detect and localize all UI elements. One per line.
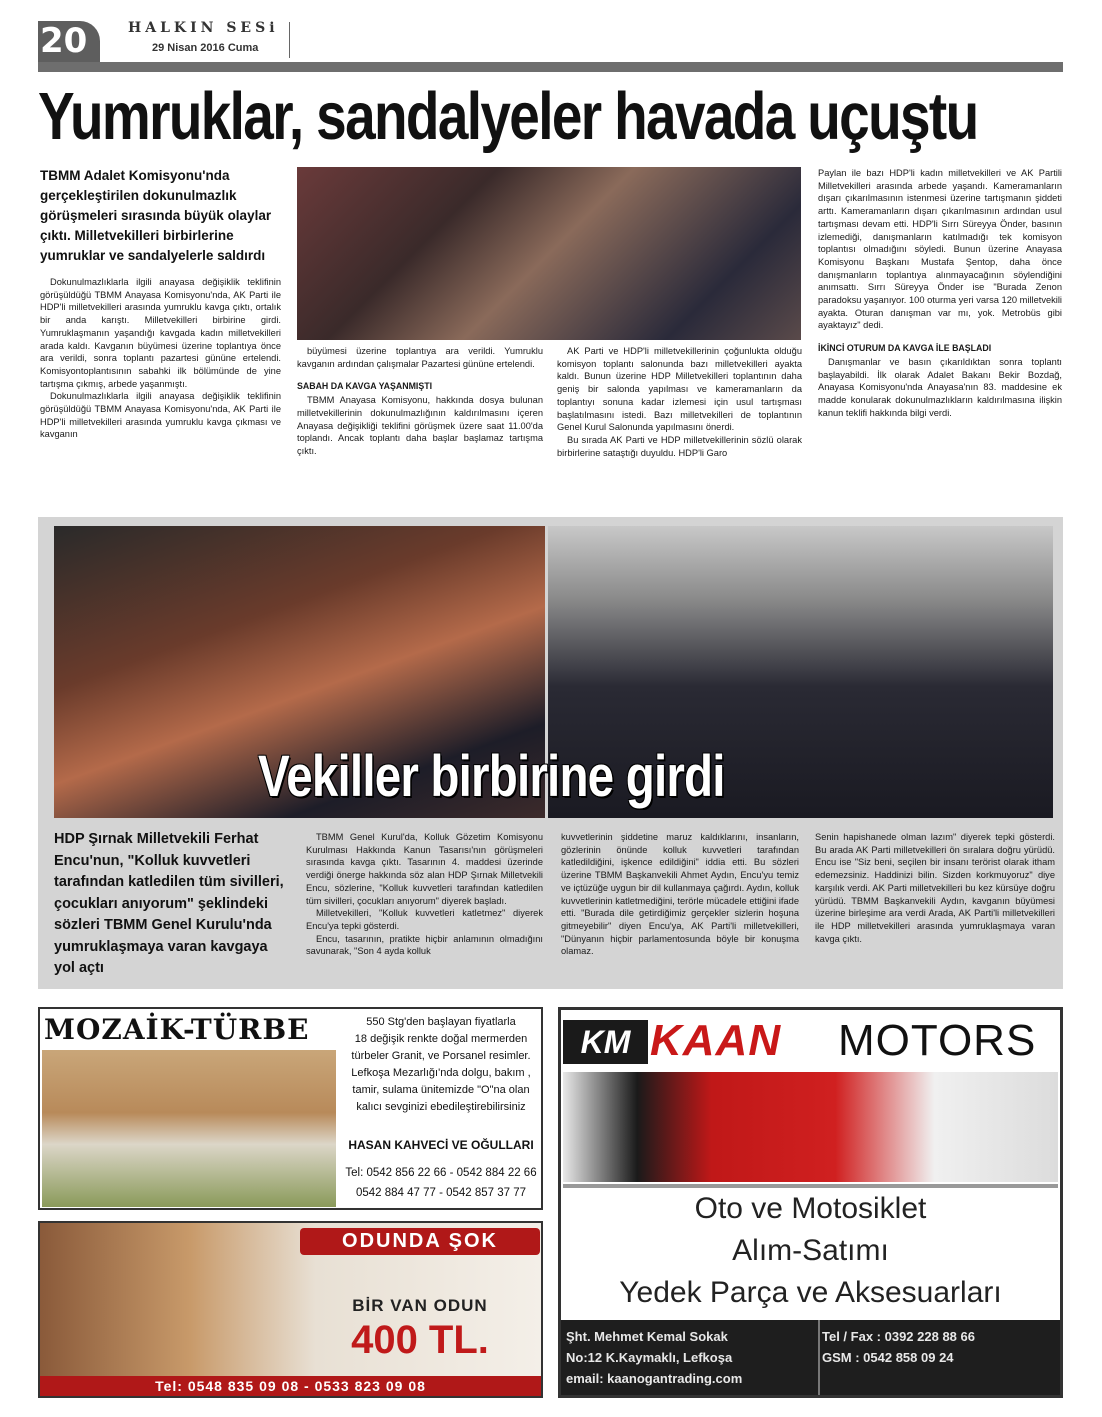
story1-col1-p2: Dokunulmazlıklarla ilgili anayasa değişiklik teklifinin görüşüldüğü TBMM Anayasa Komisyonu'nda, AK Parti ile HDP'li milletvekilleri arasında yumruklu kavga çıkması ve kavganın bbox=[40, 391, 281, 440]
ad-mozaik-phones bbox=[345, 1163, 537, 1203]
story2-col2 bbox=[306, 831, 543, 958]
story1-photo bbox=[297, 167, 801, 340]
story2-col2-p2: Milletvekilleri, "Kolluk kuvvetleri katletmez" diyerek Encu'ya tepki gösterdi. bbox=[306, 908, 543, 931]
ad-kaan-line1: Oto ve Motosiklet bbox=[694, 1192, 927, 1225]
story2-col2-p3: Encu, tasarının, pratikte hiçbir anlamının olmadığını savunarak, "Son 4 ayda kolluk bbox=[306, 933, 543, 957]
header-divider bbox=[289, 22, 290, 58]
ad-mozaik-firm: HASAN KAHVECİ VE OĞULLARI bbox=[348, 1138, 534, 1152]
story1-col4 bbox=[818, 167, 1062, 419]
ad-kaan-line2: Alım-Satımı bbox=[732, 1234, 889, 1267]
ad-mozaik-tel1: Tel: 0542 856 22 66 - 0542 884 22 66 bbox=[345, 1167, 537, 1179]
story2-lead: HDP Şırnak Milletvekili Ferhat Encu'nun, "Kolluk kuvvetleri tarafından katledilen tüm sivilleri, çocukları anıyorum" şeklindeki sözleri TBMM Genel Kurulu'nda yumruklaşmaya varan kavgaya yol açtı bbox=[54, 831, 284, 976]
story1-col2-p2: TBMM Anayasa Komisyonu, hakkında dosya bulunan milletvekillerinin dokunulmazlığının kaldırılmasını içeren Anayasa değişikliği teklifini görüşmek üzere saat 11.00'da toplandı. Ancak toplantı daha başlar başlamaz tartışma çıktı. bbox=[297, 395, 543, 456]
ad-kaan-phones bbox=[822, 1326, 1057, 1368]
ad-mozaik-text bbox=[345, 1014, 537, 1116]
ad-odun-line: BİR VAN ODUN bbox=[352, 1296, 488, 1315]
header-bar bbox=[38, 62, 1063, 72]
ad-mozaik-photo bbox=[42, 1050, 336, 1207]
newspaper-name: HALKIN SESi bbox=[128, 20, 279, 36]
story1-col3 bbox=[557, 345, 802, 459]
issue-date: 29 Nisan 2016 Cuma bbox=[152, 42, 259, 54]
ad-odun-price: 400 TL. bbox=[351, 1318, 489, 1362]
ad-kaan-tel1: Tel / Fax : 0392 228 88 66 bbox=[822, 1329, 975, 1344]
story2-col4-p1: Senin hapishanede olman lazım" diyerek tepki gösterdi. Bu arada AK Parti milletvekilleri ön sıralara doğru yürüdü. Encu ise "Siz beni, seçilen bir insanı terörist olarak itham edemezsiniz. Haddinizi bilin. Sizden korkmuyoruz" diye karşılık verdi. AK Parti milletvekilleri bu kez kürsüye doğru yürüdü. TBMM Başkanvekili Aydın, kavganın büyümesi üzerine birleşime ara verdi Arada, AK Parti'li milletvekilleri ile HDP milletvekilleri arasında yumruklaşmaya varan kavga çıktı. bbox=[815, 832, 1055, 944]
ad-mozaik-line: 18 değişik renkte doğal mermerden bbox=[354, 1033, 528, 1045]
story2-col3-p1: kuvvetlerinin şiddetine maruz kaldıklarını, insanların, gözlerinin önünde kolluk kuvvetleri tarafından katledildiğini, işkence edildiğini" iddia etti. Bu sözleri üzerine TBMM Başkanvekili Ahmet Aydın, Encu'yu temiz ve içtüzüğe uygun bir dil kullanmaya çağırdı. Aydın, kolluk kuvvetlerinin katletmediğini, terörle mücadele ettiğini ifade etti. "Burada dile getirdiğimiz gerçekler sizlerin hoşuna gitmeyebilir" diyen Encu'ya, AK Parti'li milletvekilleri, "Dünyanın hiçbir parlamentosunda böyle bir konuşma olamaz. bbox=[561, 832, 799, 957]
ad-kaan-vehicles-photo bbox=[563, 1072, 1058, 1182]
ad-kaan-brand: KAAN bbox=[650, 1016, 782, 1065]
ad-kaan-divider bbox=[563, 1184, 1058, 1188]
page-number: 20 bbox=[38, 21, 100, 62]
story1-col3-p2: Bu sırada AK Parti ve HDP milletvekillerinin sözlü olarak birbirlerine sataştığı duyuldu. HDP'li Garo bbox=[557, 434, 802, 458]
story1-col4-p2: Danışmanlar ve basın çıkarıldıktan sonra toplantı başlayabildi. İlk olarak Adalet Bakanı Bekir Bozdağ, Anayasa Komisyonu'nda Anayasa'nın 83. maddesine ek madde konularak dokunulmazlıkların kaldırılmasına ilişkin kanun teklifi hakkında bilgi verdi. bbox=[818, 356, 1062, 418]
ad-kaan-tel2: GSM : 0542 858 09 24 bbox=[822, 1350, 954, 1365]
story1-col2 bbox=[297, 345, 543, 458]
ad-odun-title: ODUNDA ŞOK bbox=[300, 1228, 540, 1255]
story1-lead: TBMM Adalet Komisyonu'nda gerçekleştirilen dokunulmazlık görüşmeleri sırasında büyük olaylar çıktı. Milletvekilleri birbirlerine yumruklar ve sandalyelerle saldırdı bbox=[40, 168, 272, 263]
ad-mozaik-line: türbeler Granit, ve Porsanel resimler. bbox=[351, 1050, 531, 1062]
story2-headline: Vekiller birbirine girdi bbox=[258, 744, 725, 809]
ad-mozaik-tel2: 0542 884 47 77 - 0542 857 37 77 bbox=[355, 1187, 527, 1199]
ad-kaan-footer-divider bbox=[818, 1320, 820, 1395]
story1-col1-p1: Dokunulmazlıklarla ilgili anayasa değişiklik teklifinin görüşüldüğü TBMM Anayasa Komisyonu'nda, AK Parti ile HDP'li milletvekilleri arasında yumruklu kavga çıktı, ortalık bir anda karıştı. Milletvekilleri birbirine girdi. Yumruklaşmanın yaşandığı kavgada kadın milletvekilleri arada kaldı. Kavganın büyümesi üzerine toplantıya önce ara verildi, sonra toplantı pazartesi gününe ertelendi. Komisyontoplantısının sabahki ilk bölümünde de yine tartışma çıkmış, arbede yaşanmıştı. bbox=[40, 277, 281, 389]
story1-col1 bbox=[40, 276, 281, 441]
ad-kaan-addr1: Şht. Mehmet Kemal Sokak bbox=[566, 1329, 728, 1344]
ad-kaan-motors: MOTORS bbox=[838, 1016, 1037, 1065]
story1-headline: Yumruklar, sandalyeler havada uçuştu bbox=[38, 79, 978, 154]
story1-col2-subhead: SABAH DA KAVGA YAŞANMIŞTI bbox=[297, 381, 433, 392]
ad-kaan-addr2: No:12 K.Kaymaklı, Lefkoşa bbox=[566, 1350, 733, 1365]
story1-col2-p1: büyümesi üzerine toplantıya ara verildi. Yumruklu kavganın ardından çalışmalar Pazartesi gününe ertelendi. bbox=[297, 346, 543, 369]
ad-mozaik-line: kalıcı sevginizi ebedileştirebilirsiniz bbox=[356, 1101, 526, 1113]
ad-kaan-line3: Yedek Parça ve Aksesuarları bbox=[619, 1276, 1002, 1309]
ad-kaan-addr3: email: kaanogantrading.com bbox=[566, 1371, 743, 1386]
ad-mozaik-line: tamir, sulama ünitemizde "O"na olan bbox=[352, 1084, 530, 1096]
story1-col4-subhead: İKİNCİ OTURUM DA KAVGA İLE BAŞLADI bbox=[818, 343, 992, 354]
ad-mozaik-line: Lefkoşa Mezarlığı'nda dolgu, bakım , bbox=[351, 1067, 531, 1079]
story2-col2-p1: TBMM Genel Kurul'da, Kolluk Gözetim Komisyonu Kurulması Hakkında Kanun Tasarısı'nın görüşmeleri sırasında kavga çıktı. Tasarının 4. maddesi üzerinde verdiği önerge hakkında söz alan HDP Şırnak Milletvekili Encu, sözlerine, "Kolluk kuvvetleri tarafından katledilen tüm sivilleri, çocukları anıyorum" diyerek başladı. bbox=[306, 832, 543, 906]
ad-kaan-address bbox=[566, 1326, 816, 1389]
ad-kaan-km-logo: KM bbox=[563, 1020, 648, 1064]
story1-col3-p1: AK Parti ve HDP'li milletvekillerinin çoğunlukta olduğu komisyon toplantı salonunda bazı milletvekilleri ayakta kaldı. Bunun üzerine HDP Milletvekilleri toplantının daha geniş bir salonda yapılması ve kameramanların da toplantıyı sonuna kadar izlemesi için usul tartışması başlatılmasını istedi. Bazı milletvekilleri de toplantının Genel Kurul Salonunda yapılmasını önerdi. bbox=[557, 346, 802, 433]
story1-col4-p1: Paylan ile bazı HDP'li kadın milletvekilleri ve AK Partili Milletvekilleri arasında arbede yaşandı. Kameramanların dışarı çıkarılmasının istenmesi üzerine tartışmanın şiddeti arttı. Kameramanların dışarı çıkarılmasının ardından usul tartışması devam etti. HDP'li Sırrı Süreyya Önder, basının izlemediği, danışmanların katılmadığı tek komisyon toplantısı olmadığını söyledi. Bunun üzerine Anayasa Komisyonu Başkanı Mustafa Şentop, daha önce danışmanların toplantıya alınmayacağının söylendiğini anımsattı. Sırrı Süreyya Önder ise "Burada Zenon paradoksu yaşanıyor. 100 oturma yeri varsa 120 milletvekili ayakta. Oturan danışman var mı, yok. Metrobüs gibi ayaktayız" dedi. bbox=[818, 168, 1062, 331]
ad-odun-tel: Tel: 0548 835 09 08 - 0533 823 09 08 bbox=[40, 1376, 541, 1396]
story2-col3 bbox=[561, 831, 799, 958]
ad-mozaik-title: MOZAİK-TÜRBE bbox=[44, 1013, 310, 1046]
ad-mozaik-line: 550 Stg'den başlayan fiyatlarla bbox=[366, 1016, 516, 1028]
story2-col4 bbox=[815, 831, 1055, 945]
